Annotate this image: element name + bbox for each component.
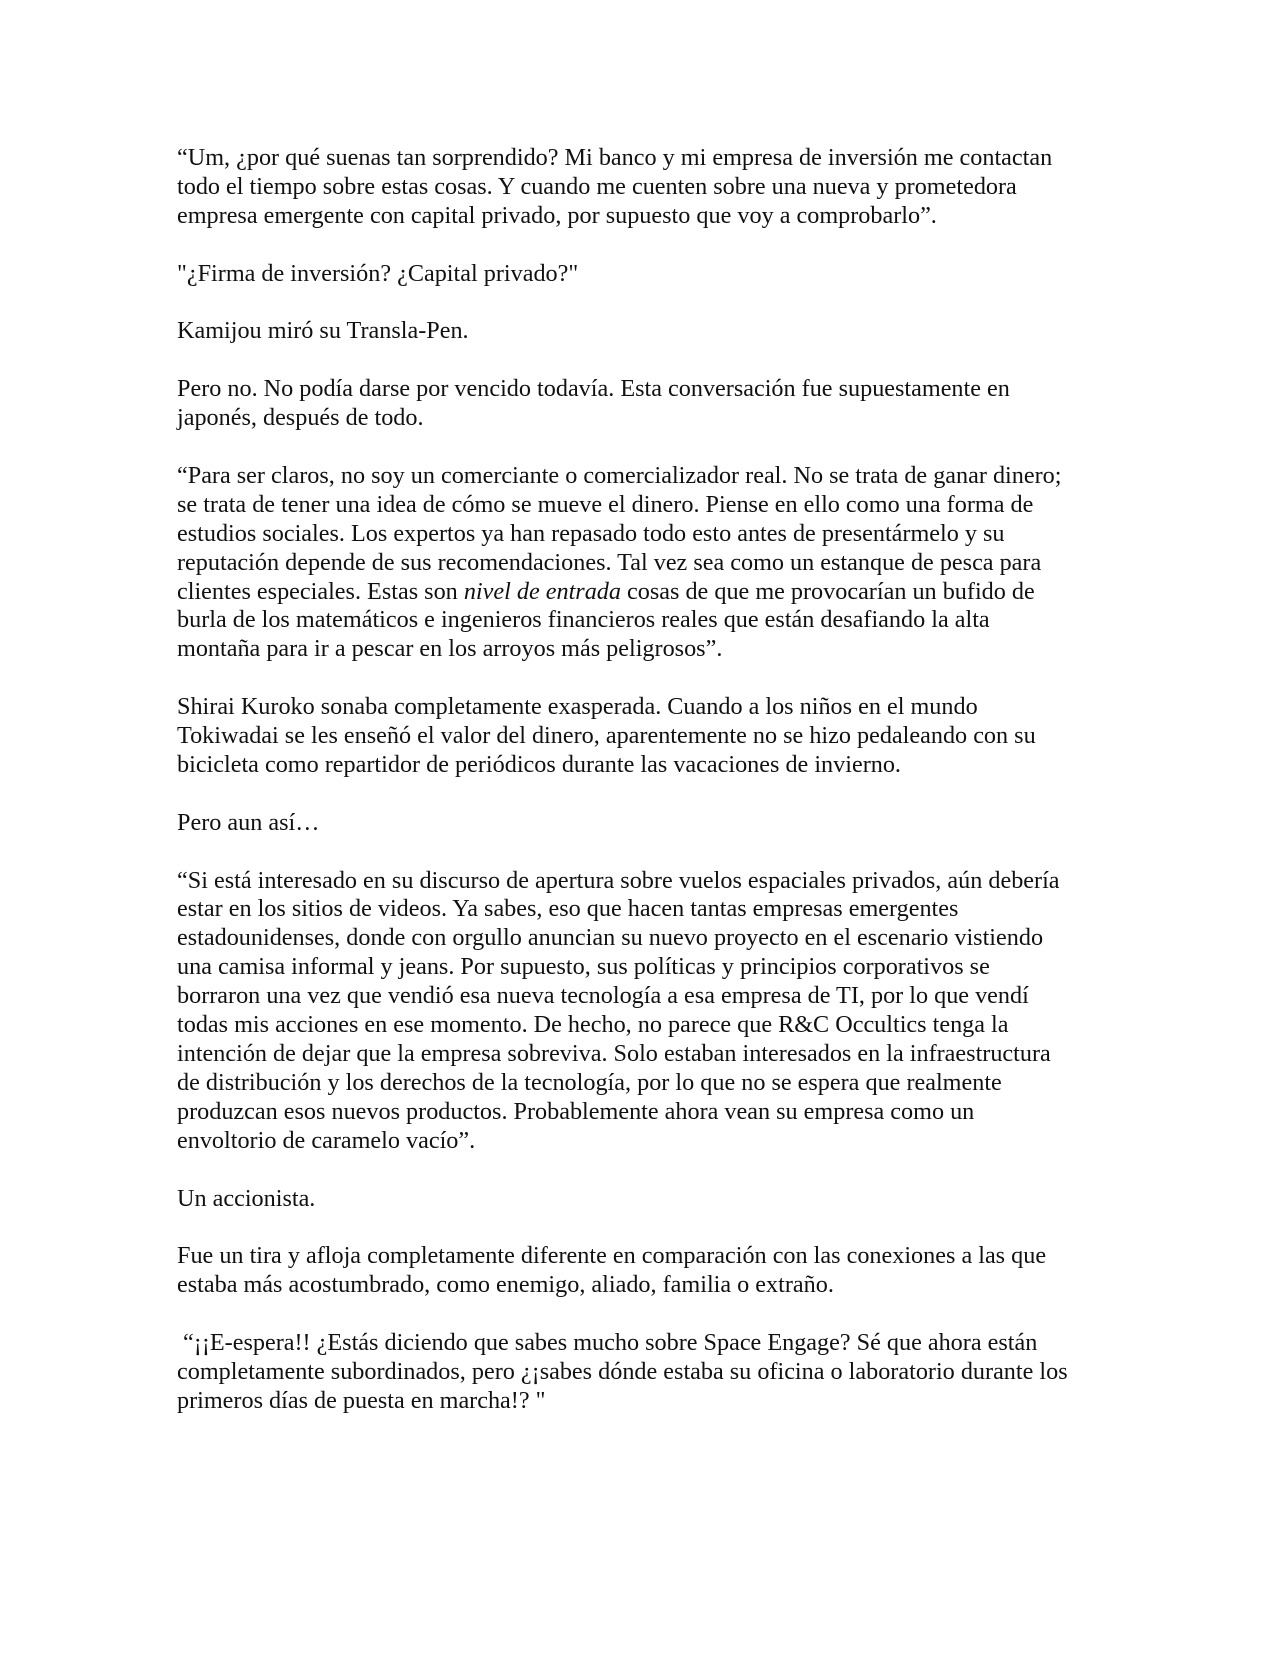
paragraph-line-with-emphasis — [177, 578, 1107, 607]
paragraph-2 — [177, 260, 1107, 289]
paragraph-8 — [177, 867, 1107, 1156]
paragraph-line: “Si está interesado en su discurso de apertura sobre vuelos espaciales privados, aún debería — [177, 866, 1060, 894]
paragraph-line: intención de dejar que la empresa sobreviva. Solo estaban interesados en la infraestructura — [177, 1039, 1051, 1067]
paragraph-line: Pero aun así… — [177, 808, 320, 836]
paragraph-line: montaña para ir a pescar en los arroyos más peligrosos”. — [177, 635, 723, 663]
paragraph-1 — [177, 144, 1107, 231]
paragraph-line: de distribución y los derechos de la tecnología, por lo que no se espera que realmente — [177, 1068, 1002, 1096]
line-text-after-emphasis: cosas de que me provocarían un bufido de — [620, 577, 1035, 605]
paragraph-line: una camisa informal y jeans. Por supuesto, sus políticas y principios corporativos se — [177, 953, 990, 981]
paragraph-line: "¿Firma de inversión? ¿Capital privado?" — [177, 259, 579, 287]
emphasized-phrase: nivel de entrada — [463, 577, 621, 605]
paragraph-line: estar en los sitios de videos. Ya sabes, eso que hacen tantas empresas emergentes — [177, 895, 959, 923]
paragraph-line: todo el tiempo sobre estas cosas. Y cuando me cuenten sobre una nueva y prometedora — [177, 172, 1017, 200]
paragraph-line: japonés, después de todo. — [177, 404, 424, 432]
paragraph-7 — [177, 809, 1107, 838]
paragraph-line: Kamijou miró su Transla-Pen. — [177, 317, 469, 345]
paragraph-line: Fue un tira y afloja completamente diferente en comparación con las conexiones a las que — [177, 1242, 1047, 1270]
paragraph-line: primeros días de puesta en marcha!? " — [177, 1386, 546, 1414]
paragraph-line: bicicleta como repartidor de periódicos durante las vacaciones de invierno. — [177, 750, 901, 778]
paragraph-line: Pero no. No podía darse por vencido todavía. Esta conversación fue supuestamente en — [177, 375, 1010, 403]
paragraph-line: Tokiwadai se les enseñó el valor del dinero, aparentemente no se hizo pedaleando con su — [177, 722, 1036, 750]
paragraph-line: estudios sociales. Los expertos ya han repasado todo esto antes de presentármelo y su — [177, 519, 1005, 547]
paragraph-line: Shirai Kuroko sonaba completamente exasperada. Cuando a los niños en el mundo — [177, 693, 978, 721]
paragraph-11 — [177, 1329, 1107, 1416]
paragraph-line: “Para ser claros, no soy un comerciante o comercializador real. No se trata de ganar dinero; — [177, 461, 1062, 489]
document-body — [177, 144, 1107, 1416]
paragraph-line: “¡¡E-espera!! ¿Estás diciendo que sabes mucho sobre Space Engage? Sé que ahora están — [177, 1329, 1038, 1356]
paragraph-4 — [177, 375, 1107, 433]
paragraph-line: reputación depende de sus recomendaciones. Tal vez sea como un estanque de pesca para — [177, 548, 1042, 576]
paragraph-line: todas mis acciones en ese momento. De hecho, no parece que R&C Occultics tenga la — [177, 1011, 1009, 1039]
paragraph-line: Un accionista. — [177, 1184, 316, 1212]
paragraph-6 — [177, 693, 1107, 780]
paragraph-line: envoltorio de caramelo vacío”. — [177, 1126, 476, 1154]
paragraph-line: empresa emergente con capital privado, por supuesto que voy a comprobarlo”. — [177, 201, 937, 229]
paragraph-line: completamente subordinados, pero ¿¡sabes dónde estaba su oficina o laboratorio durante los — [177, 1357, 1068, 1385]
paragraph-3 — [177, 317, 1107, 346]
paragraph-line: produzcan esos nuevos productos. Probablemente ahora vean su empresa como un — [177, 1097, 975, 1125]
paragraph-line: “Um, ¿por qué suenas tan sorprendido? Mi banco y mi empresa de inversión me contactan — [177, 144, 1053, 171]
paragraph-line: estadounidenses, donde con orgullo anuncian su nuevo proyecto en el escenario vistiendo — [177, 924, 1044, 952]
paragraph-10 — [177, 1242, 1107, 1300]
paragraph-5 — [177, 462, 1107, 664]
paragraph-9 — [177, 1185, 1107, 1214]
paragraph-line: se trata de tener una idea de cómo se mueve el dinero. Piense en ello como una forma de — [177, 490, 1034, 518]
paragraph-line: borraron una vez que vendió esa nueva tecnología a esa empresa de TI, por lo que vendí — [177, 982, 1029, 1010]
paragraph-line: burla de los matemáticos e ingenieros financieros reales que están desafiando la alta — [177, 606, 990, 634]
paragraph-line: estaba más acostumbrado, como enemigo, aliado, familia o extraño. — [177, 1271, 834, 1299]
line-text-before-emphasis: clientes especiales. Estas son — [177, 577, 464, 605]
